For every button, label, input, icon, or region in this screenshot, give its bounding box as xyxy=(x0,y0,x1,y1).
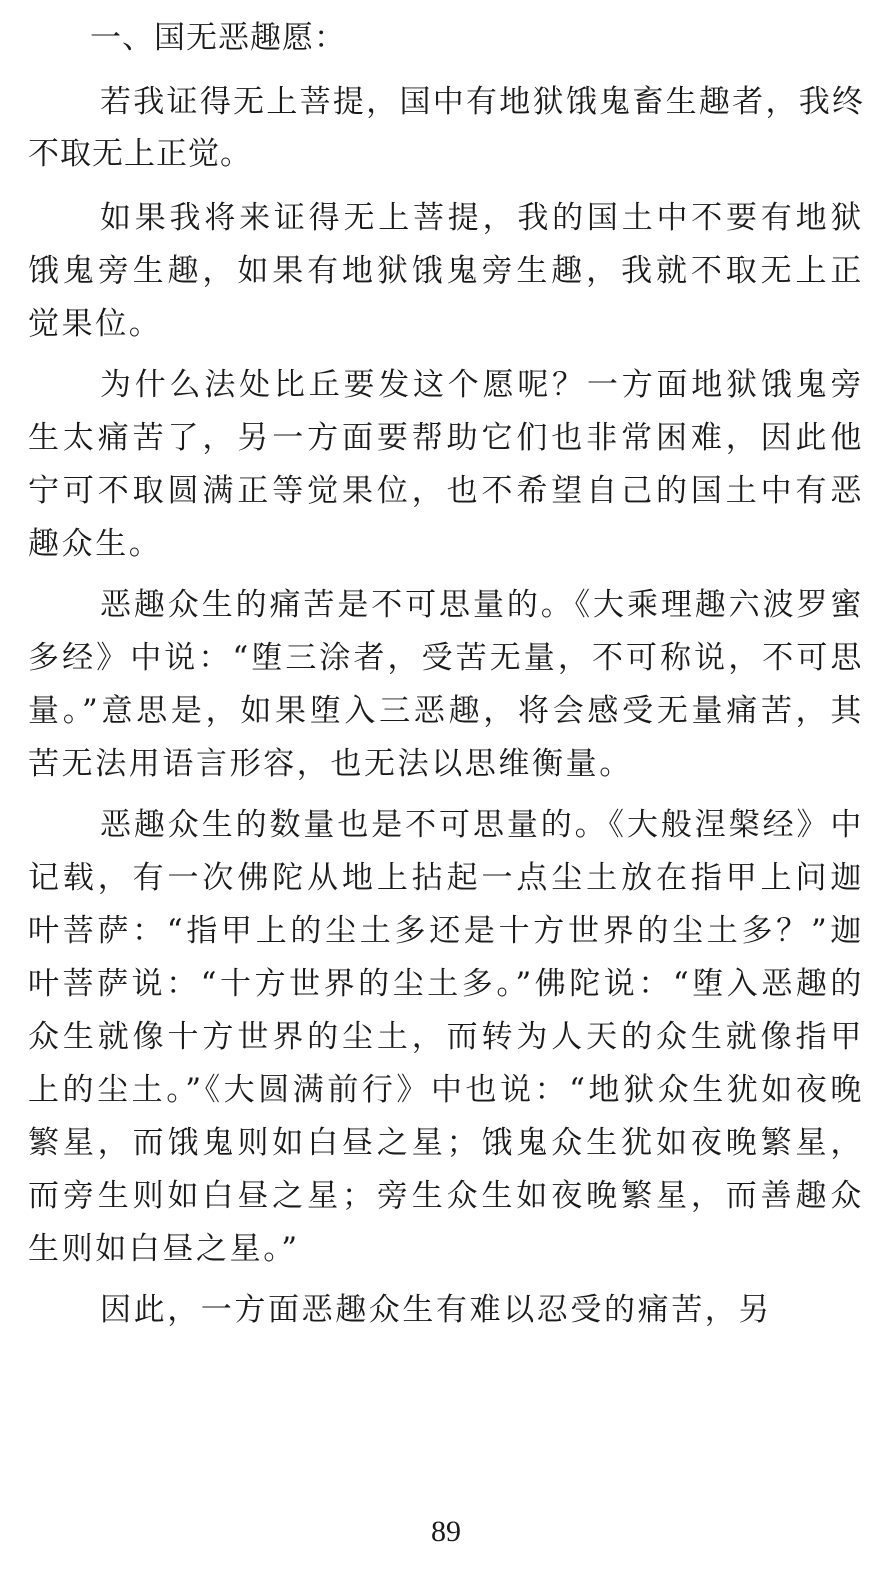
section-heading: 一、国无恶趣愿： xyxy=(90,20,346,56)
sutra-quote: 若我证得无上菩提，国中有地狱饿鬼畜生趣者，我终不取无上正觉。 xyxy=(28,84,864,172)
page-body xyxy=(28,12,864,1345)
paragraph-explanation: 如果我将来证得无上菩提，我的国土中不要有地狱饿鬼旁生趣，如果有地狱饿鬼旁生趣，我就不取无上正觉果位。 xyxy=(28,200,864,342)
paragraph-conclusion: 因此，一方面恶趣众生有难以忍受的痛苦，另 xyxy=(100,1292,772,1328)
page-number: 89 xyxy=(431,1515,461,1548)
paragraph-reason: 为什么法处比丘要发这个愿呢？一方面地狱饿鬼旁生太痛苦了，另一方面要帮助它们也非常困难，因此他宁可不取圆满正等觉果位，也不希望自己的国土中有恶趣众生。 xyxy=(28,367,864,562)
paragraph-suffering: 恶趣众生的痛苦是不可思量的。《大乘理趣六波罗蜜多经》中说：“堕三涂者，受苦无量，不可称说，不可思量。”意思是，如果堕入三恶趣，将会感受无量痛苦，其苦无法用语言形容，也无法以思维衡量。 xyxy=(28,587,864,782)
paragraph-numbers: 恶趣众生的数量也是不可思量的。《大般涅槃经》中记载，有一次佛陀从地上拈起一点尘土放在指甲上问迦叶菩萨：“指甲上的尘土多还是十方世界的尘土多？”迦叶菩萨说：“十方世界的尘土多。”佛陀说：“堕入恶趣的众生就像十方世界的尘土，而转为人天的众生就像指甲上的尘土。”《大圆满前行》中也说：“地狱众生犹如夜晚繁星，而饿鬼则如白昼之星；饿鬼众生犹如夜晚繁星，而旁生则如白昼之星；旁生众生如夜晚繁星，而善趣众生则如白昼之星。” xyxy=(28,807,864,1267)
